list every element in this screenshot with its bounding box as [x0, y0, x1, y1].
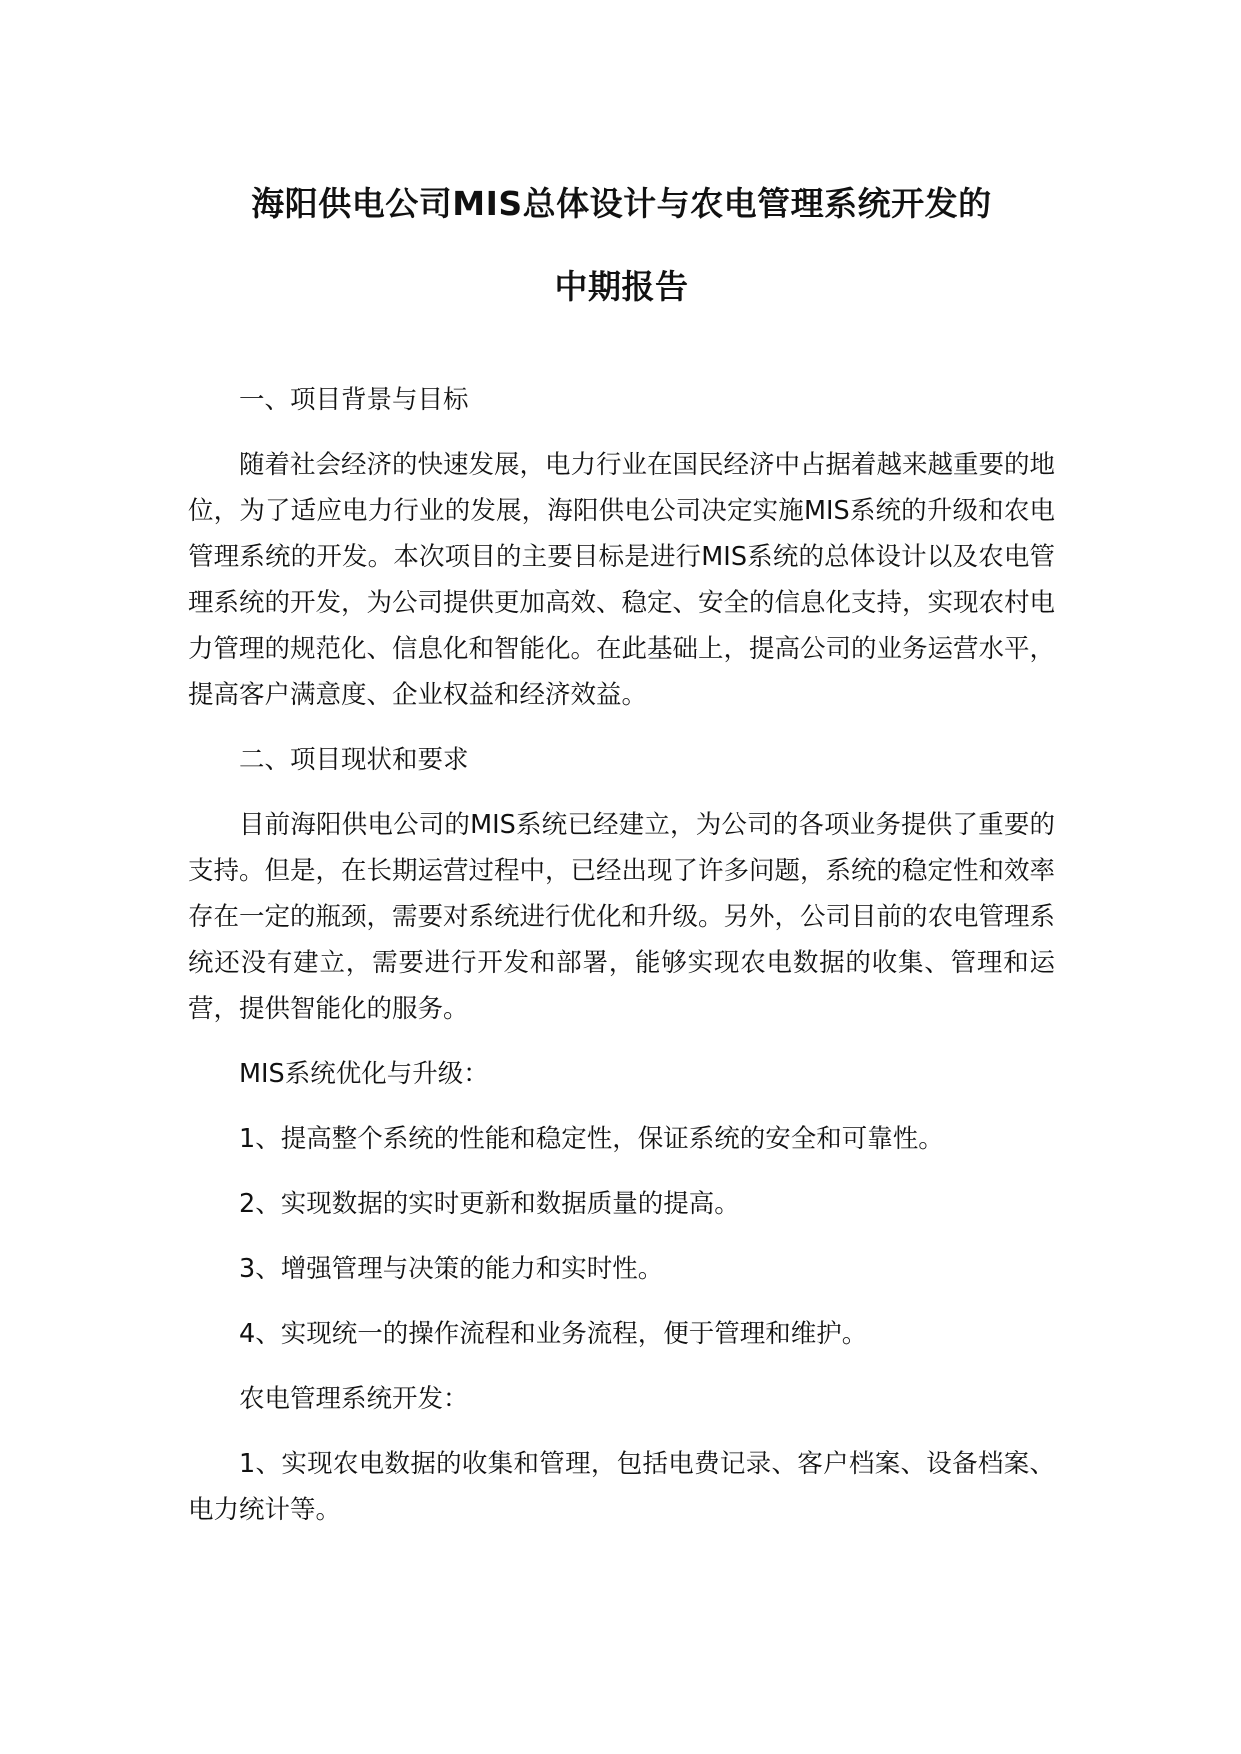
- mis-item-1: 1、提高整个系统的性能和稳定性，保证系统的安全和可靠性。: [239, 1124, 944, 1154]
- paragraph-status: 目前海阳供电公司的MIS系统已经建立，为公司的各项业务提供了重要的支持。但是，在长期运营过程中，已经出现了许多问题，系统的稳定性和效率存在一定的瓶颈，需要对系统进行优化和升级。另外，公司目前的农电管理系统还没有建立，需要进行开发和部署，能够实现农电数据的收集、管理和运营，提供智能化的服务。: [188, 810, 1056, 1024]
- rural-system-heading: 农电管理系统开发：: [239, 1384, 469, 1414]
- paragraph-background: 随着社会经济的快速发展，电力行业在国民经济中占据着越来越重要的地位，为了适应电力行业的发展，海阳供电公司决定实施MIS系统的升级和农电管理系统的开发。本次项目的主要目标是进行MIS系统的总体设计以及农电管理系统的开发，为公司提供更加高效、稳定、安全的信息化支持，实现农村电力管理的规范化、信息化和智能化。在此基础上，提高公司的业务运营水平，提高客户满意度、企业权益和经济效益。: [188, 450, 1056, 710]
- mis-item-2: 2、实现数据的实时更新和数据质量的提高。: [239, 1189, 740, 1219]
- document-title-line-1: 海阳供电公司MIS总体设计与农电管理系统开发的: [251, 184, 992, 223]
- document-title-line-2: 中期报告: [554, 267, 689, 306]
- mis-item-3: 3、增强管理与决策的能力和实时性。: [239, 1254, 664, 1284]
- mis-optimization-heading: MIS系统优化与升级：: [239, 1059, 489, 1089]
- document-body: [188, 377, 1055, 1533]
- section-heading-status: 二、项目现状和要求: [239, 745, 469, 775]
- section-heading-background: 一、项目背景与目标: [239, 385, 469, 415]
- rural-system-item-1: 1、实现农电数据的收集和管理，包括电费记录、客户档案、设备档案、电力统计等。: [188, 1449, 1055, 1525]
- mis-item-4: 4、实现统一的操作流程和业务流程，便于管理和维护。: [239, 1319, 868, 1349]
